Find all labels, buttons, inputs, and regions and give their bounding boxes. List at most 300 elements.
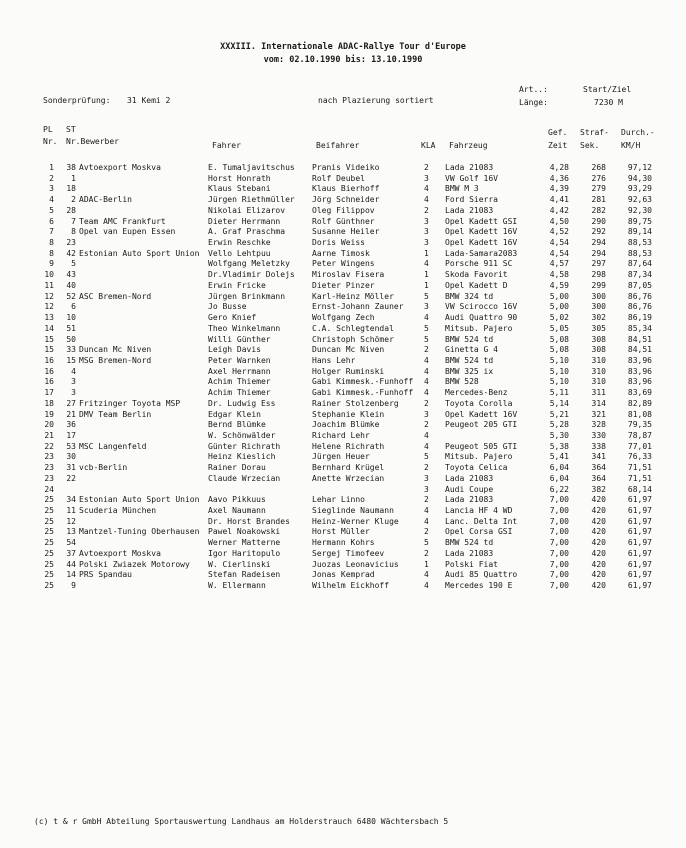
cell-kla: 2 [424, 163, 429, 172]
cell-zeit: 4,57 [549, 259, 569, 269]
cell-bewerber: ADAC-Berlin [79, 195, 132, 205]
cell-kmh: 84,51 [627, 334, 652, 344]
cell-kla: 1 [424, 559, 429, 569]
cell-beifahrer: C.A. Schlegtendal [312, 323, 394, 333]
cell-pl: 25 [44, 581, 54, 591]
cell-kla: 3 [424, 173, 429, 183]
cell-kmh: 88,53 [627, 248, 652, 258]
cell-fahrzeug: Porsche 911 SC [445, 259, 513, 269]
cell-st: 54 [66, 538, 76, 548]
cell-st: 28 [66, 205, 76, 215]
cell-pl: 25 [44, 548, 54, 558]
cell-kmh: 71,51 [627, 463, 652, 473]
cell-fahrzeug: Lancia HF 4 WD [445, 506, 513, 515]
cell-fahrzeug: Mercedes 190 E [445, 581, 513, 591]
cell-kla: 3 [424, 473, 429, 483]
cell-pl: 13 [44, 313, 54, 323]
cell-kmh: 87,64 [627, 259, 652, 269]
cell-zeit: 5,38 [549, 441, 569, 451]
cell-beifahrer: Horst Müller [312, 527, 370, 537]
cell-kmh: 61,97 [627, 516, 652, 526]
cell-straf: 310 [591, 366, 606, 376]
cell-straf: 328 [591, 420, 606, 430]
cell-bewerber: Duncan Mc Niven [79, 345, 152, 355]
cell-pl: 25 [44, 495, 54, 505]
col-st: ST [66, 125, 76, 134]
cell-straf: 305 [591, 323, 606, 333]
cell-kla: 2 [424, 495, 429, 505]
cell-fahrer: Nikolai Elizarov [208, 205, 286, 215]
cell-fahrer: Peter Warnken [208, 355, 271, 365]
cell-fahrer: Bernd Blümke [208, 420, 266, 430]
col-fahrzeug: Fahrzeug [449, 141, 488, 150]
table-row [0, 184, 686, 195]
cell-pl: 25 [44, 570, 54, 580]
cell-st: 21 [66, 409, 76, 419]
cell-st: 2 [71, 195, 76, 205]
cell-straf: 310 [591, 377, 606, 387]
cell-bewerber: Fritzinger Toyota MSP [79, 398, 181, 408]
cell-st: 17 [66, 430, 76, 440]
cell-kmh: 83,96 [627, 377, 652, 387]
cell-bewerber: vcb-Berlin [79, 463, 128, 473]
table-row [0, 217, 686, 228]
cell-kmh: 61,97 [627, 495, 652, 505]
cell-st: 10 [66, 313, 76, 323]
cell-st: 22 [66, 473, 76, 483]
table-row [0, 313, 686, 324]
sonderpruefung-value: 31 Kemi 2 [127, 96, 171, 105]
cell-fahrer: Horst Honrath [208, 173, 271, 183]
cell-pl: 20 [44, 420, 54, 430]
cell-kmh: 83,69 [627, 388, 652, 398]
cell-pl: 25 [44, 516, 54, 526]
col-kla: KLA [421, 141, 436, 150]
cell-kla: 5 [424, 291, 429, 301]
cell-zeit: 7,00 [549, 527, 569, 537]
cell-straf: 338 [591, 441, 606, 451]
cell-st: 18 [66, 184, 76, 194]
cell-fahrer: W. Ellermann [208, 581, 266, 591]
cell-straf: 292 [591, 227, 606, 237]
cell-bewerber: MSG Bremen-Nord [79, 355, 152, 365]
cell-kla: 4 [424, 430, 429, 440]
cell-st: 43 [66, 270, 76, 280]
cell-fahrzeug: Opel Kadett 16V [445, 409, 518, 419]
cell-pl: 23 [44, 473, 54, 483]
cell-kmh: 83,96 [627, 366, 652, 376]
cell-st: 4 [71, 366, 76, 376]
cell-kla: 4 [424, 195, 429, 205]
cell-beifahrer: Helene Richrath [312, 441, 385, 451]
cell-pl: 25 [44, 506, 54, 515]
cell-kmh: 89,75 [627, 216, 652, 226]
cell-straf: 420 [591, 570, 606, 580]
cell-kla: 5 [424, 323, 429, 333]
cell-st: 36 [66, 420, 76, 430]
cell-zeit: 4,54 [549, 238, 569, 248]
cell-fahrzeug: BMW 524 td [445, 538, 494, 548]
cell-pl: 24 [44, 484, 54, 494]
cell-beifahrer: Miroslav Fisera [312, 270, 385, 280]
table-row [0, 302, 686, 313]
laenge-label: Länge: [519, 98, 548, 107]
table-row [0, 292, 686, 303]
table-row [0, 163, 686, 174]
cell-pl: 16 [44, 355, 54, 365]
cell-st: 11 [66, 506, 76, 515]
cell-bewerber: Estonian Auto Sport Union [79, 248, 200, 258]
table-row [0, 495, 686, 506]
cell-kla: 3 [424, 302, 429, 312]
col-nr: Nr. [43, 137, 58, 146]
table-row [0, 377, 686, 388]
table-row [0, 452, 686, 463]
cell-fahrer: Igor Haritopulo [208, 548, 281, 558]
cell-bewerber: Mantzel-Tuning Oberhausen [79, 527, 200, 537]
cell-kmh: 68,14 [627, 484, 652, 494]
cell-pl: 15 [44, 334, 54, 344]
cell-st: 37 [66, 548, 76, 558]
cell-straf: 311 [591, 388, 606, 398]
cell-fahrer: Wolfgang Meletzky [208, 259, 290, 269]
results-table [0, 163, 686, 592]
cell-st: 33 [66, 345, 76, 355]
art-value: Start/Ziel [583, 85, 632, 94]
cell-fahrzeug: Audi Coupe [445, 484, 494, 494]
cell-beifahrer: Sergej Timofeev [312, 548, 385, 558]
col-zeit-2: Zeit [548, 141, 568, 150]
cell-zeit: 5,11 [549, 388, 569, 398]
table-row [0, 549, 686, 560]
cell-beifahrer: Holger Ruminski [312, 366, 385, 376]
cell-beifahrer: Jürgen Heuer [312, 452, 370, 462]
col-pl: PL [43, 125, 53, 134]
cell-beifahrer: Aarne Timosk [312, 248, 370, 258]
cell-kla: 3 [424, 409, 429, 419]
cell-fahrer: Klaus Stebani [208, 184, 271, 194]
cell-st: 12 [66, 516, 76, 526]
cell-kla: 4 [424, 184, 429, 194]
table-row [0, 506, 686, 517]
cell-st: 9 [71, 581, 76, 591]
cell-kmh: 61,97 [627, 559, 652, 569]
cell-fahrer: Stefan Radeisen [208, 570, 281, 580]
cell-beifahrer: Juozas Leonavicius [312, 559, 399, 569]
cell-beifahrer: Jonas Kemprad [312, 570, 375, 580]
cell-kla: 4 [424, 581, 429, 591]
cell-kla: 4 [424, 366, 429, 376]
cell-fahrzeug: VW Scirocco 16V [445, 302, 518, 312]
cell-fahrer: Pawel Noakowski [208, 527, 281, 537]
cell-beifahrer: Karl-Heinz Möller [312, 291, 394, 301]
table-row [0, 410, 686, 421]
cell-st: 44 [66, 559, 76, 569]
cell-zeit: 7,00 [549, 506, 569, 515]
cell-zeit: 5,14 [549, 398, 569, 408]
cell-st: 50 [66, 334, 76, 344]
cell-straf: 268 [591, 163, 606, 172]
table-row [0, 560, 686, 571]
cell-straf: 420 [591, 559, 606, 569]
table-row [0, 399, 686, 410]
cell-fahrzeug: Ginetta G 4 [445, 345, 498, 355]
table-row [0, 442, 686, 453]
cell-kla: 1 [424, 280, 429, 290]
cell-straf: 364 [591, 473, 606, 483]
cell-straf: 302 [591, 313, 606, 323]
cell-st: 3 [71, 377, 76, 387]
cell-zeit: 5,30 [549, 430, 569, 440]
cell-pl: 14 [44, 323, 54, 333]
cell-zeit: 4,58 [549, 270, 569, 280]
table-row [0, 249, 686, 260]
cell-fahrer: W. Schönwälder [208, 430, 276, 440]
cell-kla: 2 [424, 205, 429, 215]
cell-bewerber: DMV Team Berlin [79, 409, 152, 419]
cell-kla: 2 [424, 345, 429, 355]
cell-zeit: 7,00 [549, 495, 569, 505]
cell-zeit: 4,41 [549, 195, 569, 205]
cell-fahrer: Dr.Vladimir Dolejs [208, 270, 295, 280]
cell-bewerber: PRS Spandau [79, 570, 132, 580]
cell-fahrzeug: Ford Sierra [445, 195, 498, 205]
cell-bewerber: Team AMC Frankfurt [79, 216, 166, 226]
cell-straf: 341 [591, 452, 606, 462]
cell-st: 53 [66, 441, 76, 451]
cell-kla: 2 [424, 420, 429, 430]
cell-pl: 15 [44, 345, 54, 355]
cell-zeit: 5,08 [549, 334, 569, 344]
cell-straf: 308 [591, 345, 606, 355]
cell-st: 51 [66, 323, 76, 333]
cell-kla: 4 [424, 259, 429, 269]
cell-pl: 10 [44, 270, 54, 280]
cell-st: 38 [66, 163, 76, 172]
cell-kmh: 76,33 [627, 452, 652, 462]
cell-straf: 290 [591, 216, 606, 226]
table-row [0, 195, 686, 206]
cell-pl: 1 [49, 163, 54, 172]
cell-beifahrer: Lehar Linno [312, 495, 365, 505]
cell-straf: 298 [591, 270, 606, 280]
cell-fahrzeug: Mitsub. Pajero [445, 452, 513, 462]
cell-zeit: 6,04 [549, 463, 569, 473]
col-straf-2: Sek. [580, 141, 600, 150]
table-row [0, 570, 686, 581]
table-row [0, 420, 686, 431]
table-row [0, 335, 686, 346]
cell-kmh: 94,30 [627, 173, 652, 183]
cell-straf: 314 [591, 398, 606, 408]
cell-zeit: 4,52 [549, 227, 569, 237]
cell-beifahrer: Susanne Heiler [312, 227, 380, 237]
cell-st: 5 [71, 259, 76, 269]
cell-kla: 2 [424, 398, 429, 408]
cell-straf: 299 [591, 280, 606, 290]
cell-kla: 4 [424, 355, 429, 365]
cell-straf: 282 [591, 205, 606, 215]
cell-fahrzeug: Opel Kadett D [445, 280, 508, 290]
cell-beifahrer: Heinz-Werner Kluge [312, 516, 399, 526]
cell-st: 40 [66, 280, 76, 290]
cell-fahrer: Vello Lehtpuu [208, 248, 271, 258]
cell-zeit: 5,00 [549, 302, 569, 312]
cell-fahrzeug: BMW 524 td [445, 355, 494, 365]
document-dates: vom: 02.10.1990 bis: 13.10.1990 [263, 55, 423, 65]
cell-beifahrer: Hans Lehr [312, 355, 356, 365]
cell-beifahrer: Ernst-Johann Zauner [312, 302, 404, 312]
cell-straf: 276 [591, 173, 606, 183]
document-title: XXXIII. Internationale ADAC-Rallye Tour d'Europe [220, 42, 466, 52]
cell-bewerber: ASC Bremen-Nord [79, 291, 152, 301]
cell-fahrer: Dr. Ludwig Ess [208, 398, 276, 408]
cell-zeit: 5,10 [549, 355, 569, 365]
cell-kla: 3 [424, 216, 429, 226]
cell-kla: 5 [424, 334, 429, 344]
cell-pl: 5 [49, 205, 54, 215]
cell-pl: 8 [49, 238, 54, 248]
cell-fahrzeug: Opel Kadett 16V [445, 238, 518, 248]
table-row [0, 485, 686, 496]
cell-kla: 4 [424, 313, 429, 323]
cell-fahrzeug: Toyota Corolla [445, 398, 513, 408]
cell-fahrzeug: Lada 21083 [445, 205, 494, 215]
cell-kmh: 84,51 [627, 345, 652, 355]
cell-kla: 1 [424, 270, 429, 280]
table-row [0, 206, 686, 217]
cell-pl: 3 [49, 184, 54, 194]
cell-beifahrer: Bernhard Krügel [312, 463, 385, 473]
cell-fahrer: A. Graf Praschma [208, 227, 286, 237]
cell-zeit: 4,36 [549, 173, 569, 183]
cell-kmh: 97,12 [627, 163, 652, 172]
cell-beifahrer: Wolfgang Zech [312, 313, 375, 323]
cell-bewerber: Polski Zwiazek Motorowy [79, 559, 190, 569]
cell-fahrer: Erwin Fricke [208, 280, 266, 290]
cell-kmh: 92,30 [627, 205, 652, 215]
cell-fahrer: Günter Richrath [208, 441, 281, 451]
cell-fahrzeug: Opel Kadett GSI [445, 216, 518, 226]
cell-pl: 23 [44, 452, 54, 462]
cell-straf: 420 [591, 538, 606, 548]
cell-fahrzeug: Lada-Samara2083 [445, 248, 518, 258]
cell-pl: 4 [49, 195, 54, 205]
cell-beifahrer: Jörg Schneider [312, 195, 380, 205]
cell-pl: 11 [44, 280, 54, 290]
cell-fahrzeug: Mitsub. Pajero [445, 323, 513, 333]
cell-fahrer: Jo Busse [208, 302, 247, 312]
cell-kla: 1 [424, 248, 429, 258]
cell-fahrzeug: BMW 528 [445, 377, 479, 387]
cell-pl: 23 [44, 463, 54, 473]
cell-zeit: 5,05 [549, 323, 569, 333]
table-row [0, 538, 686, 549]
table-row [0, 527, 686, 538]
cell-pl: 25 [44, 527, 54, 537]
cell-straf: 279 [591, 184, 606, 194]
cell-straf: 364 [591, 463, 606, 473]
cell-zeit: 7,00 [549, 581, 569, 591]
cell-pl: 16 [44, 377, 54, 387]
cell-straf: 308 [591, 334, 606, 344]
cell-straf: 420 [591, 506, 606, 515]
cell-st: 1 [71, 173, 76, 183]
cell-straf: 310 [591, 355, 606, 365]
cell-pl: 12 [44, 302, 54, 312]
cell-fahrzeug: Toyota Celica [445, 463, 508, 473]
cell-zeit: 5,10 [549, 366, 569, 376]
cell-fahrer: W. Cierlinski [208, 559, 271, 569]
cell-straf: 281 [591, 195, 606, 205]
cell-zeit: 4,28 [549, 163, 569, 172]
col-kmh-1: Durch.- [621, 128, 655, 137]
cell-zeit: 4,59 [549, 280, 569, 290]
cell-fahrer: Heinz Kieslich [208, 452, 276, 462]
cell-beifahrer: Anette Wrzecian [312, 473, 385, 483]
cell-zeit: 4,42 [549, 205, 569, 215]
cell-kmh: 87,34 [627, 270, 652, 280]
cell-kmh: 86,19 [627, 313, 652, 323]
cell-st: 13 [66, 527, 76, 537]
cell-pl: 8 [49, 248, 54, 258]
cell-kmh: 61,97 [627, 506, 652, 515]
cell-st: 15 [66, 355, 76, 365]
cell-st: 7 [71, 216, 76, 226]
cell-kla: 3 [424, 227, 429, 237]
cell-fahrer: Claude Wrzecian [208, 473, 281, 483]
cell-fahrer: Jürgen Brinkmann [208, 291, 286, 301]
cell-kmh: 78,87 [627, 430, 652, 440]
sonderpruefung-label: Sonderprüfung: [43, 96, 111, 105]
cell-straf: 300 [591, 291, 606, 301]
table-row [0, 581, 686, 592]
table-row [0, 345, 686, 356]
cell-beifahrer: Duncan Mc Niven [312, 345, 385, 355]
col-kmh-2: KM/H [621, 141, 641, 150]
laenge-value: 7230 M [594, 98, 623, 107]
cell-kmh: 88,53 [627, 238, 652, 248]
cell-kmh: 61,97 [627, 581, 652, 591]
cell-zeit: 4,39 [549, 184, 569, 194]
cell-fahrzeug: Mercedes-Benz [445, 388, 508, 398]
cell-kmh: 61,97 [627, 548, 652, 558]
cell-zeit: 7,00 [549, 516, 569, 526]
cell-fahrzeug: Audi 85 Quattro [445, 570, 518, 580]
cell-fahrzeug: Opel Kadett 16V [445, 227, 518, 237]
cell-bewerber: Opel van Eupen Essen [79, 227, 176, 237]
cell-kla: 2 [424, 527, 429, 537]
cell-pl: 22 [44, 441, 54, 451]
cell-kla: 4 [424, 570, 429, 580]
cell-bewerber: MSC Langenfeld [79, 441, 147, 451]
cell-bewerber: Avtoexport Moskva [79, 548, 161, 558]
cell-pl: 19 [44, 409, 54, 419]
cell-bewerber: Avtoexport Moskva [79, 163, 161, 172]
cell-zeit: 5,08 [549, 345, 569, 355]
cell-pl: 6 [49, 216, 54, 226]
table-row [0, 227, 686, 238]
cell-beifahrer: Sieglinde Naumann [312, 506, 394, 515]
cell-fahrzeug: Lanc. Delta Int [445, 516, 518, 526]
table-row [0, 356, 686, 367]
cell-kmh: 82,89 [627, 398, 652, 408]
col-zeit-1: Gef. [548, 128, 568, 137]
cell-straf: 420 [591, 516, 606, 526]
table-row [0, 259, 686, 270]
cell-straf: 420 [591, 548, 606, 558]
cell-pl: 16 [44, 366, 54, 376]
